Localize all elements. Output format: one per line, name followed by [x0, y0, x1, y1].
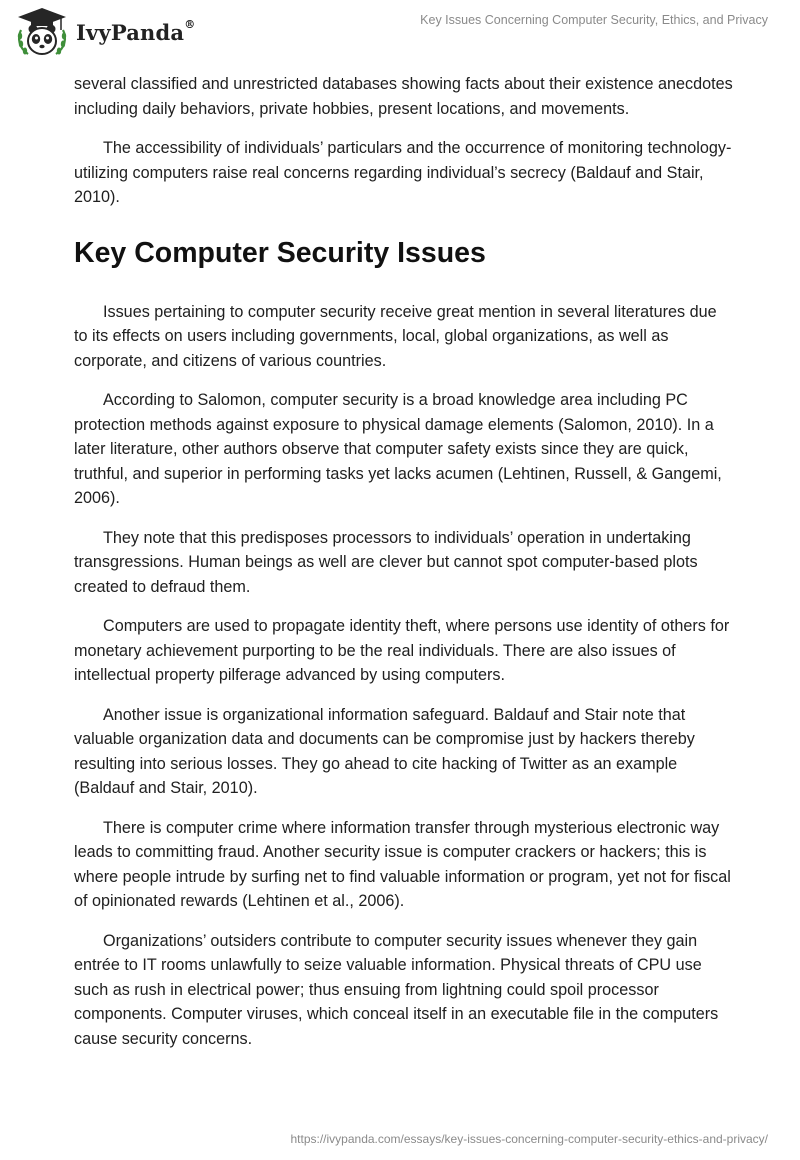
paragraph: Organizations’ outsiders contribute to computer security issues whenever they gain entrée to IT rooms unlawfully to seize valuable information. Physical threats of CPU use such as rush in electrical power; thus ensuing from lightning could spoil processor components. Computer viruses, which conceal itself in an executable file in the computers cause security concerns. — [74, 931, 719, 1048]
document-title: Key Issues Concerning Computer Security, Ethics, and Privacy — [420, 13, 768, 27]
brand-logo[interactable] — [14, 6, 195, 58]
panda-graduate-logo-icon — [14, 6, 70, 58]
source-url[interactable]: https://ivypanda.com/essays/key-issues-concerning-computer-security-ethics-and-privacy/ — [290, 1132, 768, 1146]
registered-mark: ® — [184, 17, 196, 31]
page-header — [0, 0, 800, 62]
section-heading: Key Computer Security Issues — [74, 236, 486, 269]
paragraph: Issues pertaining to computer security receive great mention in several literatures due to its effects on users including governments, local, global organizations, as well as corporate, and citizens of various countries. — [74, 302, 717, 370]
paragraph: several classified and unrestricted databases showing facts about their existence anecdotes including daily behaviors, private hobbies, present locations, and movements. — [74, 75, 733, 118]
essay-body — [74, 72, 734, 1066]
brand-name: IvyPanda® — [76, 17, 196, 45]
paragraph: The accessibility of individuals’ particulars and the occurrence of monitoring technology-utilizing computers raise real concerns regarding individual’s secrecy (Baldauf and Stair, 2010). — [74, 139, 732, 206]
paragraph: They note that this predisposes processors to individuals’ operation in undertaking transgressions. Human beings as well are clever but cannot spot computer-based plots created to defraud them. — [74, 528, 698, 596]
paragraph: According to Salomon, computer security is a broad knowledge area including PC protection methods against exposure to physical damage elements (Salomon, 2010). In a later literature, other authors observe that computer safety exists since they are quick, truthful, and superior in performing tasks yet lacks acumen (Lehtinen, Russell, & Gangemi, 2006). — [74, 391, 722, 507]
paragraph: Computers are used to propagate identity theft, where persons use identity of others for monetary achievement purporting to be the real individuals. There are also issues of intellectual property pilferage advanced by using computers. — [74, 617, 730, 684]
paragraph: There is computer crime where information transfer through mysterious electronic way leads to committing fraud. Another security issue is computer crackers or hackers; this is where people intrude by surfing net to find valuable information or program, yet not for fiscal of opinionated rewards (Lehtinen et al., 2006). — [74, 818, 731, 910]
paragraph: Another issue is organizational information safeguard. Baldauf and Stair note that valuable organization data and documents can be compromise just by hackers thereby resulting into serious losses. They go ahead to cite hacking of Twitter as an example (Baldauf and Stair, 2010). — [74, 705, 695, 797]
